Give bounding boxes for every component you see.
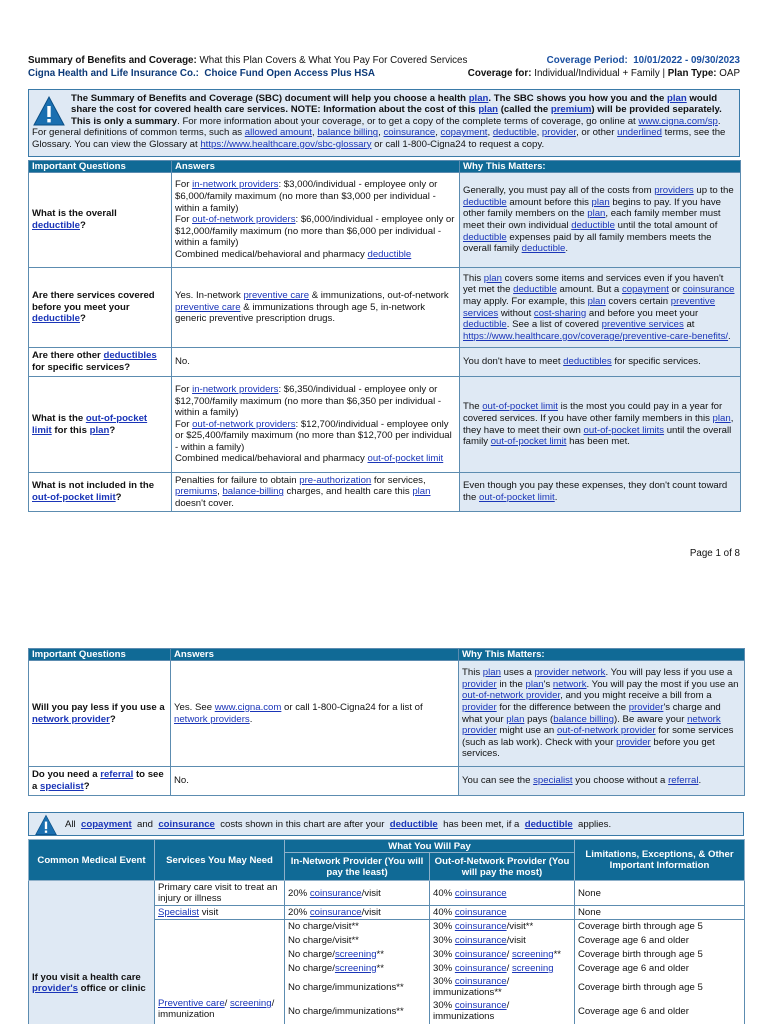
- out-network-cell: 40% coinsurance: [430, 906, 575, 920]
- limitation-cell: None: [575, 881, 745, 906]
- why-cell: Even though you pay these expenses, they don't count toward the out-of-pocket limit.: [460, 473, 741, 512]
- link-providers[interactable]: providers: [654, 185, 694, 197]
- link-screening[interactable]: screening: [230, 998, 272, 1009]
- link-coinsurance[interactable]: coinsurance: [682, 284, 735, 296]
- link-plan[interactable]: plan: [591, 196, 610, 208]
- link-specialist[interactable]: Specialist: [158, 907, 200, 918]
- sbc-notice: The Summary of Benefits and Coverage (SBC) document will help you choose a health plan. The SBC shows you how you and the plan would share the cost for covered health care services. NOTE: Information about the cost of this plan (called the premium) will be provided separately. This is only a summary. For more information about your coverage, or to get a copy of the complete terms of coverage, go online at www.cigna.com/sp. For general definitions of common terms, such as allowed amount, balance billing, coinsurance, copayment, deductible, provider, or other underlined terms, see the Glossary. You can view the Glossary at https://www.healthcare.gov/sbc-glossary or call 1-800-Cigna24 to request a copy.: [28, 89, 740, 157]
- answer-cell: Yes. In-network preventive care & immunizations, out-of-network preventive care & immunizations through age 5, in-network generic preventive prescription drugs.: [172, 268, 460, 348]
- link-deductible[interactable]: deductible: [513, 284, 557, 296]
- link-preventive-care[interactable]: Preventive care: [158, 998, 225, 1009]
- prev-in-1: No charge/visit**: [288, 935, 359, 946]
- link-network-providers[interactable]: network providers: [174, 713, 250, 725]
- prev-out-3: 30% coinsurance/ screening: [433, 963, 554, 974]
- out-network-cell: [430, 920, 575, 1024]
- link-provider-network[interactable]: provider network: [534, 667, 606, 679]
- prev-out-4: 30% coinsurance/ immunizations**: [433, 976, 510, 998]
- col-header-why: Why This Matters:: [459, 649, 745, 661]
- table-row: [29, 661, 745, 767]
- prev-out-0: 30% coinsurance/visit**: [433, 921, 534, 932]
- table-header-row: [29, 649, 745, 661]
- col-header-why: Why This Matters:: [460, 161, 741, 173]
- col-header-answers: Answers: [171, 649, 459, 661]
- col-header-services: Services You May Need: [155, 840, 285, 881]
- question-cell: Will you pay less if you use a network provider?: [29, 661, 171, 767]
- link-copayment[interactable]: copayment: [621, 284, 669, 296]
- link-coinsurance[interactable]: coinsurance: [309, 907, 362, 918]
- col-header-in-network: In-Network Provider (You will pay the least): [285, 853, 430, 881]
- link-plan[interactable]: plan: [482, 667, 501, 679]
- link-preventive-care-benefits[interactable]: https://www.healthcare.gov/coverage/preventive-care-benefits/: [463, 330, 729, 342]
- link-provider[interactable]: provider: [462, 678, 497, 690]
- table-row: [29, 173, 741, 268]
- question-cell: What is the out-of-pocket limit for this plan?: [29, 377, 172, 473]
- link-out-of-pocket-limit[interactable]: out-of-pocket limit: [32, 412, 148, 436]
- link-plan[interactable]: plan: [587, 295, 606, 307]
- answer-cell: No.: [171, 767, 459, 796]
- question-cell: Do you need a referral to see a specialist?: [29, 767, 171, 796]
- col-header-what-you-pay: What You Will Pay: [285, 840, 575, 853]
- link-plan[interactable]: plan: [89, 424, 110, 436]
- prev-limit-2: Coverage birth through age 5: [578, 949, 703, 960]
- link-deductible[interactable]: deductible: [32, 313, 80, 325]
- link-preventive-services[interactable]: preventive services: [601, 319, 684, 331]
- link-network-provider[interactable]: network provider: [462, 713, 721, 737]
- link-deductible[interactable]: deductible: [463, 196, 507, 208]
- link-out-of-network-provider[interactable]: out-of-network provider: [556, 725, 656, 737]
- col-header-out-network: Out-of-Network Provider (You will pay the most): [430, 853, 575, 881]
- col-header-answers: Answers: [172, 161, 460, 173]
- link-preventive-care[interactable]: preventive care: [175, 301, 241, 313]
- link-plan[interactable]: plan: [666, 93, 687, 104]
- link-premiums[interactable]: premiums: [175, 486, 218, 498]
- link-coinsurance[interactable]: coinsurance: [454, 976, 507, 987]
- service-cell: Primary care visit to treat an injury or illness: [155, 881, 285, 906]
- link-balance-billing[interactable]: balance billing: [553, 713, 615, 725]
- link-coinsurance[interactable]: coinsurance: [454, 921, 507, 932]
- limitation-cell: None: [575, 906, 745, 920]
- table-row: [29, 268, 741, 348]
- link-plan[interactable]: plan: [587, 208, 606, 220]
- insurer-plan: Cigna Health and Life Insurance Co.: Choice Fund Open Access Plus HSA: [28, 68, 375, 79]
- link-screening[interactable]: screening: [511, 963, 554, 974]
- link-copayment[interactable]: copayment: [440, 127, 488, 139]
- prev-out-5: 30% coinsurance/ immunizations: [433, 1000, 510, 1022]
- link-coinsurance[interactable]: coinsurance: [454, 907, 507, 918]
- warning-triangle-icon: [33, 95, 65, 127]
- link-deductible[interactable]: deductible: [492, 127, 537, 139]
- benefits-table: [28, 839, 745, 1024]
- link-specialist[interactable]: specialist: [533, 775, 573, 787]
- link-coinsurance[interactable]: coinsurance: [454, 935, 507, 946]
- in-network-cell: 20% coinsurance/visit: [285, 881, 430, 906]
- table-row: [29, 377, 741, 473]
- answer-cell: Penalties for failure to obtain pre-authorization for services, premiums, balance-billing charges, and health care this plan doesn't cover.: [172, 473, 460, 512]
- link-coinsurance[interactable]: coinsurance: [383, 127, 436, 139]
- link-out-of-pocket-limit[interactable]: out-of-pocket limit: [367, 453, 444, 465]
- prev-out-2: 30% coinsurance/ screening**: [433, 949, 562, 960]
- prev-limit-5: Coverage age 6 and older: [578, 1006, 689, 1017]
- link-coinsurance[interactable]: coinsurance: [158, 819, 215, 830]
- link-network-provider[interactable]: network provider: [32, 713, 110, 725]
- link-deductible[interactable]: deductible: [524, 819, 573, 830]
- prev-in-0: No charge/visit**: [288, 921, 359, 932]
- link-plan[interactable]: plan: [483, 272, 502, 284]
- answer-cell: For in-network providers: $6,350/individual - employee only or $12,700/family maximum (no more than $6,350 per individual - within a family) For out-of-network providers: $12,700/individual - employee only or $25,400/family maximum (no more than $12,700 per individual - within a family) Combined medical/behavioral and pharmacy out-of-pocket limit: [172, 377, 460, 473]
- link-coinsurance[interactable]: coinsurance: [454, 963, 507, 974]
- limitation-cell: [575, 920, 745, 1024]
- prev-in-3: No charge/screening**: [288, 963, 385, 974]
- link-in-network-providers[interactable]: in-network providers: [192, 383, 279, 395]
- link-premium[interactable]: premium: [550, 104, 592, 116]
- link-out-of-network-providers[interactable]: out-of-network providers: [192, 214, 296, 226]
- why-cell: Generally, you must pay all of the costs from providers up to the deductible amount before this plan begins to pay. If you have other family members on the plan, each family member must meet their own individual deductible until the total amount of deductible expenses paid by all family members meets the overall family deductible.: [460, 173, 741, 268]
- question-cell: What is the overall deductible?: [29, 173, 172, 268]
- link-pre-authorization[interactable]: pre-authorization: [299, 474, 372, 486]
- link-plan[interactable]: plan: [468, 93, 489, 104]
- prev-out-1: 30% coinsurance/visit: [433, 935, 526, 946]
- link-deductible[interactable]: deductible: [367, 248, 412, 260]
- table-row: [29, 348, 741, 377]
- link-preventive-care[interactable]: preventive care: [243, 290, 310, 302]
- link-out-of-network-providers[interactable]: out-of-network providers: [192, 418, 296, 430]
- table-header-row: [29, 840, 745, 853]
- link-in-network-providers[interactable]: in-network providers: [192, 179, 279, 191]
- link-coinsurance[interactable]: coinsurance: [454, 887, 507, 899]
- link-cost-sharing[interactable]: cost-sharing: [533, 307, 587, 319]
- why-cell: The out-of-pocket limit is the most you could pay in a year for covered services. If you have other family members in this plan, they have to meet their own out-of-pocket limits until the overall family out-of-pocket limit has been met.: [460, 377, 741, 473]
- table-header-row: [29, 161, 741, 173]
- cost-notice: All copayment and coinsurance costs shown in this chart are after your deductible has been met, if a deductible applies.: [28, 812, 744, 836]
- why-cell: This plan uses a provider network. You will pay less if you use a provider in the plan's network. You will pay the most if you use an out-of-network provider, and you might receive a bill from a provider for the difference between the provider's charge and what your plan pays (balance billing). Be aware your network provider might use an out-of-network provider for some services (such as lab work). Check with your provider before you get services.: [459, 661, 745, 767]
- prev-in-4: No charge/immunizations**: [288, 982, 404, 993]
- link-providers[interactable]: provider's: [32, 982, 79, 994]
- link-screening[interactable]: screening: [334, 963, 377, 974]
- col-header-questions: Important Questions: [29, 161, 172, 173]
- link-cigna-com[interactable]: www.cigna.com: [214, 701, 282, 713]
- summary-title: Summary of Benefits and Coverage: What this Plan Covers & What You Pay For Covered Services: [28, 55, 468, 66]
- table-row: [29, 473, 741, 512]
- link-plan[interactable]: plan: [712, 412, 731, 424]
- link-deductibles[interactable]: deductibles: [563, 356, 612, 368]
- link-provider[interactable]: provider: [541, 127, 577, 139]
- link-preventive-services[interactable]: preventive services: [463, 295, 716, 319]
- link-screening[interactable]: screening: [511, 949, 554, 960]
- col-header-limitations: Limitations, Exceptions, & Other Important Information: [575, 840, 745, 881]
- link-plan[interactable]: plan: [412, 486, 431, 498]
- link-underlined[interactable]: underlined: [617, 127, 662, 139]
- prev-limit-1: Coverage age 6 and older: [578, 935, 689, 946]
- question-cell: Are there services covered before you meet your deductible?: [29, 268, 172, 348]
- network-questions-table: [28, 648, 745, 796]
- link-out-of-network-provider[interactable]: out-of-network provider: [462, 690, 561, 702]
- question-cell: Are there other deductibles for specific services?: [29, 348, 172, 377]
- prev-limit-0: Coverage birth through age 5: [578, 921, 703, 932]
- col-header-event: Common Medical Event: [29, 840, 155, 881]
- table-row: [29, 881, 745, 906]
- event-cell: If you visit a health care provider's office or clinic: [29, 881, 155, 1024]
- link-referral[interactable]: referral: [668, 775, 699, 787]
- why-cell: You can see the specialist you choose without a referral.: [459, 767, 745, 796]
- service-cell: Preventive care/ screening/ immunization: [155, 920, 285, 1024]
- link-coinsurance[interactable]: coinsurance: [454, 1000, 507, 1011]
- link-allowed-amount[interactable]: allowed amount: [244, 127, 312, 139]
- link-coinsurance[interactable]: coinsurance: [309, 887, 362, 899]
- link-provider[interactable]: provider: [628, 701, 664, 713]
- link-out-of-pocket-limit[interactable]: out-of-pocket limit: [479, 492, 555, 503]
- link-deductible[interactable]: deductible: [463, 231, 507, 243]
- prev-limit-3: Coverage age 6 and older: [578, 963, 689, 974]
- prev-limit-4: Coverage birth through age 5: [578, 982, 703, 993]
- link-deductible[interactable]: deductible: [32, 220, 80, 231]
- link-balance-billing[interactable]: balance-billing: [222, 486, 284, 498]
- warning-triangle-icon: [35, 814, 57, 836]
- answer-cell: For in-network providers: $3,000/individual - employee only or $6,000/family maximum (no more than $3,000 per individual - within a family) For out-of-network providers: $6,000/individual - employee only or $12,000/family maximum (no more than $6,000 per individual - within a family) Combined medical/behavioral and pharmacy deductible: [172, 173, 460, 268]
- coverage-for: Coverage for: Individual/Individual + Family | Plan Type: OAP: [467, 68, 740, 79]
- answer-cell: Yes. See www.cigna.com or call 1-800-Cigna24 for a list of network providers.: [171, 661, 459, 767]
- link-deductible[interactable]: deductible: [463, 319, 507, 331]
- link-glossary[interactable]: https://www.healthcare.gov/sbc-glossary: [200, 138, 372, 150]
- link-plan[interactable]: plan: [506, 713, 525, 725]
- col-header-questions: Important Questions: [29, 649, 171, 661]
- prev-in-5: No charge/immunizations**: [288, 1006, 404, 1017]
- link-screening[interactable]: screening: [334, 949, 377, 960]
- table-row: [29, 767, 745, 796]
- link-provider[interactable]: provider: [462, 701, 497, 713]
- link-referral[interactable]: referral: [100, 769, 134, 781]
- page-number: Page 1 of 8: [689, 548, 740, 559]
- link-plan[interactable]: plan: [478, 104, 499, 116]
- link-coinsurance[interactable]: coinsurance: [454, 949, 507, 960]
- answer-cell: No.: [172, 348, 460, 377]
- prev-in-2: No charge/screening**: [288, 949, 385, 960]
- link-out-of-pocket-limit[interactable]: out-of-pocket limit: [32, 492, 116, 503]
- in-network-cell: 20% coinsurance/visit: [285, 906, 430, 920]
- link-cigna-sp[interactable]: www.cigna.com/sp: [638, 115, 718, 127]
- out-network-cell: 40% coinsurance: [430, 881, 575, 906]
- link-deductible[interactable]: deductible: [521, 243, 566, 255]
- link-balance-billing[interactable]: balance billing: [317, 127, 379, 139]
- link-copayment[interactable]: copayment: [81, 819, 132, 830]
- link-deductibles[interactable]: deductibles: [103, 350, 157, 362]
- question-cell: What is not included in the out-of-pocket limit?: [29, 473, 172, 512]
- link-out-of-pocket-limits[interactable]: out-of-pocket limits: [583, 424, 665, 436]
- document-header: [28, 54, 740, 80]
- why-cell: You don't have to meet deductibles for specific services.: [460, 348, 741, 377]
- link-out-of-pocket-limit[interactable]: out-of-pocket limit: [482, 401, 558, 413]
- link-deductible[interactable]: deductible: [571, 220, 616, 231]
- service-cell: Specialist visit: [155, 906, 285, 920]
- coverage-period: Coverage Period: 10/01/2022 - 09/30/2023: [546, 55, 740, 66]
- in-network-cell: [285, 920, 430, 1024]
- link-network[interactable]: network: [552, 678, 587, 690]
- why-cell: This plan covers some items and services even if you haven't yet met the deductible amount. But a copayment or coinsurance may apply. For example, this plan covers certain preventive services without cost-sharing and before you meet your deductible. See a list of covered preventive services at https://www.healthcare.gov/coverage/preventive-care-benefits/.: [460, 268, 741, 348]
- important-questions-table: [28, 160, 741, 512]
- link-deductible[interactable]: deductible: [389, 819, 438, 830]
- link-specialist[interactable]: specialist: [40, 781, 84, 792]
- link-plan[interactable]: plan: [525, 678, 544, 690]
- link-out-of-pocket-limit[interactable]: out-of-pocket limit: [490, 436, 567, 448]
- link-provider[interactable]: provider: [616, 736, 651, 748]
